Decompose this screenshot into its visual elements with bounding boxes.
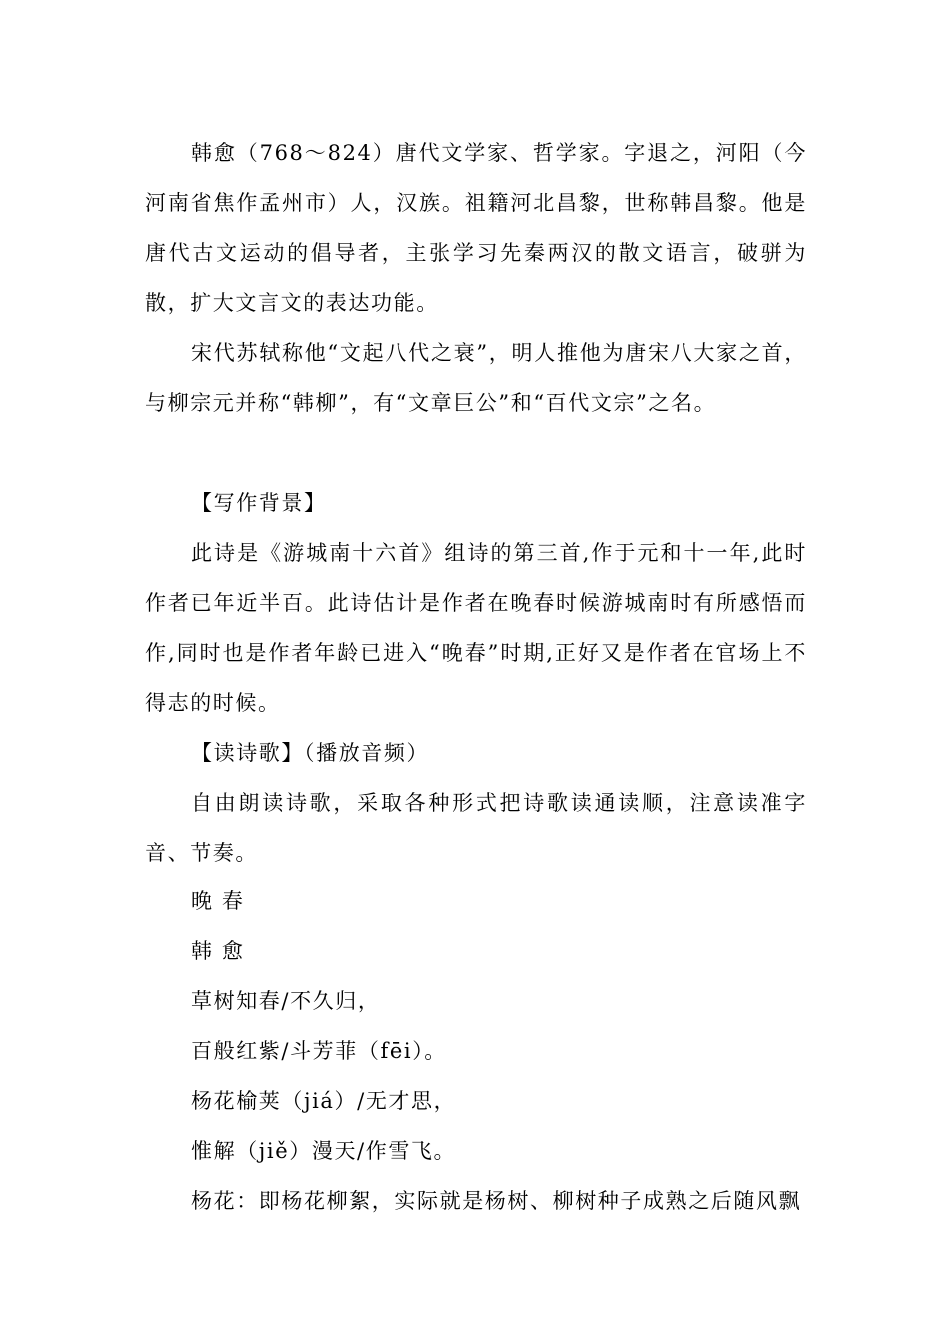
paragraph-author-intro: 韩愈（768～824）唐代文学家、哲学家。字退之，河阳（今河南省焦作孟州市）人，汉族。祖籍河北昌黎，世称韩昌黎。他是唐代古文运动的倡导者，主张学习先秦两汉的散文语言，破骈为散，扩大文言文的表达功能。	[145, 141, 807, 315]
heading-writing-background: 【写作背景】	[191, 491, 327, 515]
poem-line-1: 草树知春/不久归，	[191, 989, 381, 1013]
poem-line-4: 惟解（jiě）漫天/作雪飞。	[191, 1139, 457, 1163]
paragraph-reading-instruction: 自由朗读诗歌，采取各种形式把诗歌读通读顺，注意读准字音、节奏。	[145, 791, 807, 865]
poem-title: 晚 春	[191, 889, 245, 913]
paragraph-background: 此诗是《游城南十六首》组诗的第三首,作于元和十一年,此时作者已年近半百。此诗估计是作者在晚春时候游城南时有所感悟而作,同时也是作者年龄已进入“晚春”时期,正好又是作者在官场上不得志的时候。	[145, 541, 807, 715]
poem-line-2: 百般红紫/斗芳菲（fēi）。	[191, 1039, 447, 1063]
paragraph-reputation: 宋代苏轼称他“文起八代之衰”，明人推他为唐宋八大家之首，与柳宗元并称“韩柳”，有“文章巨公”和“百代文宗”之名。	[145, 341, 807, 415]
poem-line-3: 杨花榆荚（jiá）/无才思，	[191, 1089, 457, 1113]
poem-author: 韩 愈	[191, 939, 245, 963]
annotation-yanghua: 杨花：即杨花柳絮，实际就是杨树、柳树种子成熟之后随风飘	[191, 1189, 802, 1213]
heading-read-poem: 【读诗歌】（播放音频）	[191, 741, 430, 765]
